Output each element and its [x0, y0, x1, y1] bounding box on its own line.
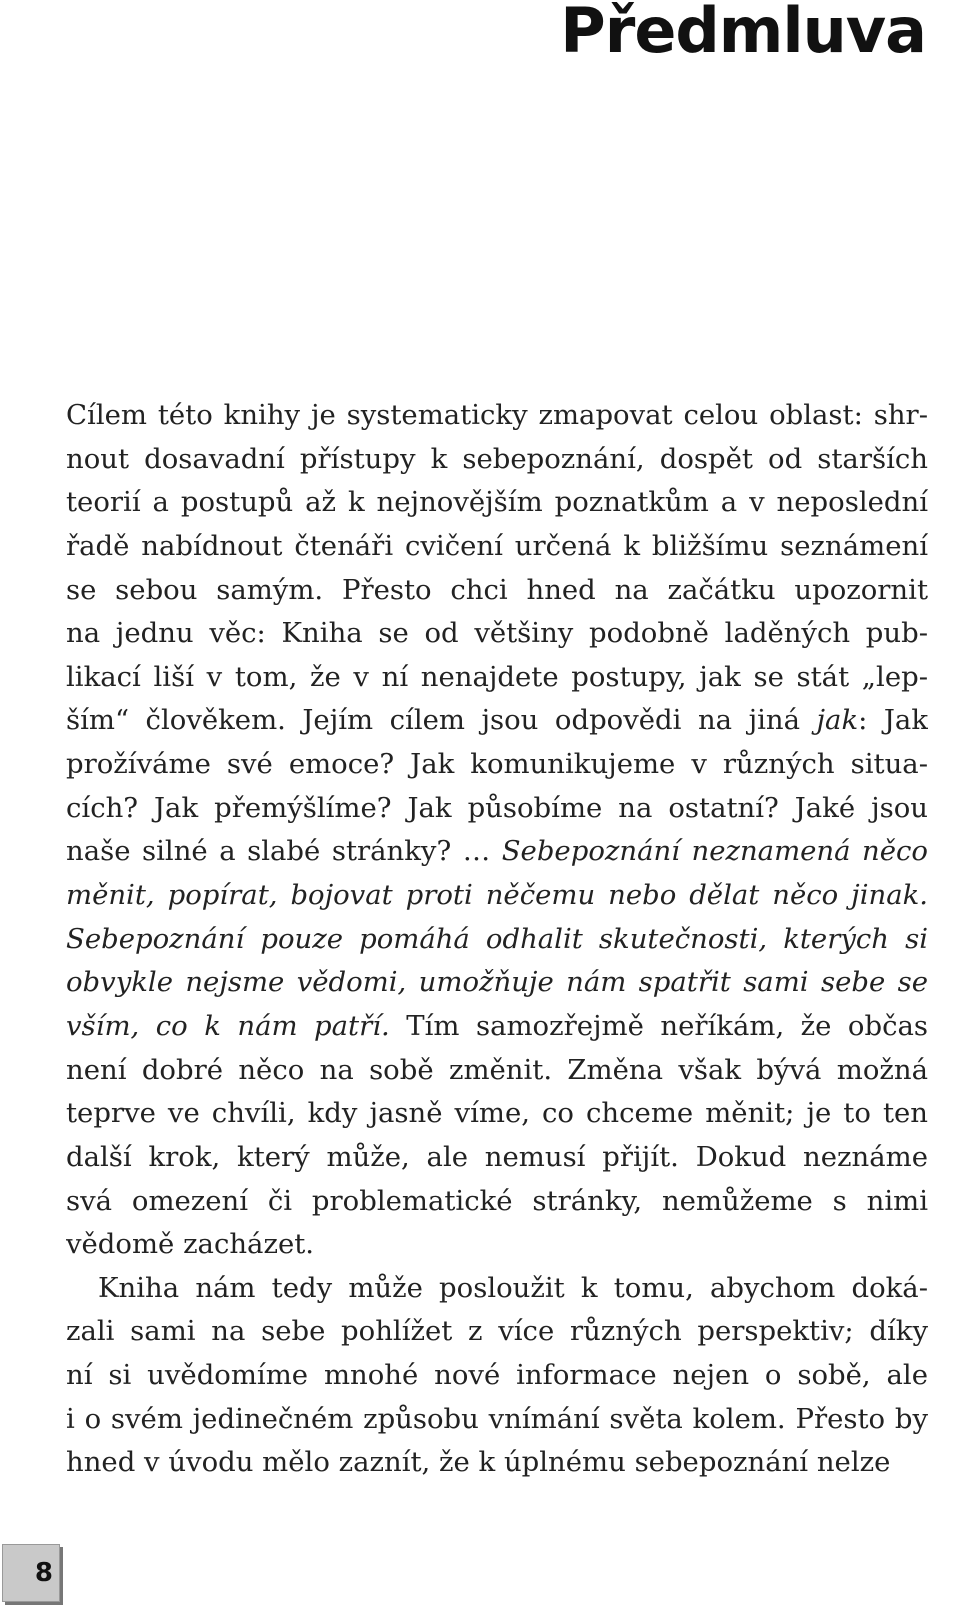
italic-text: měnit, popírat, bojovat proti něčemu nebo dělat něco jinak.: [66, 879, 928, 912]
text-segment: teorií a postupů až k nejnovějším poznatkům a v neposlední: [66, 486, 928, 519]
text-line: [66, 1354, 928, 1398]
text-segment: likací liší v tom, že v ní nenajdete postupy, jak se stát „lep-: [66, 660, 928, 693]
italic-text: jak: [816, 704, 859, 737]
text-segment: není dobré něco na sobě změnit. Změna však bývá možná: [66, 1053, 928, 1086]
text-segment: i o svém jedinečném způsobu vnímání světa kolem. Přesto by: [66, 1402, 928, 1435]
text-line: [66, 569, 928, 613]
chapter-title: Předmluva: [560, 0, 926, 67]
text-line: [66, 1267, 928, 1311]
text-line: [66, 918, 928, 962]
text-line: [66, 612, 928, 656]
text-line: [66, 699, 928, 743]
text-segment: naše silné a slabé stránky? …: [66, 835, 502, 868]
italic-text: obvykle nejsme vědomi, umožňuje nám spatřit sami sebe se: [66, 966, 928, 999]
text-line: [66, 1310, 928, 1354]
text-segment: další krok, který může, ale nemusí přijít. Dokud neznáme: [66, 1140, 928, 1173]
text-segment: prožíváme své emoce? Jak komunikujeme v různých situa-: [66, 748, 928, 781]
text-line: [66, 743, 928, 787]
text-line: [66, 830, 928, 874]
page-number-box: [2, 1544, 60, 1602]
text-line: [66, 1398, 928, 1442]
text-line: [66, 1092, 928, 1136]
text-segment: Kniha nám tedy může posloužit k tomu, abychom doká-: [98, 1271, 928, 1304]
text-segment: nout dosavadní přístupy k sebepoznání, dospět od starších: [66, 442, 928, 475]
italic-text: Sebepoznání pouze pomáhá odhalit skutečnosti, kterých si: [66, 922, 928, 955]
text-segment: Tím samozřejmě neříkám, že občas: [389, 1009, 928, 1042]
text-line: [66, 656, 928, 700]
text-segment: řadě nabídnout čtenáři cvičení určená k bližšímu seznámení: [66, 529, 928, 562]
italic-text: Sebepoznání neznamená něco: [501, 835, 928, 868]
italic-text: vším, co k nám patří.: [66, 1009, 390, 1042]
text-segment: Cílem této knihy je systematicky zmapovat celou oblast: shr-: [66, 399, 928, 431]
text-line: [66, 525, 928, 569]
text-segment: vědomě zacházet.: [66, 1228, 315, 1261]
text-line: [66, 1049, 928, 1093]
text-segment: cích? Jak přemýšlíme? Jak působíme na ostatní? Jaké jsou: [66, 791, 928, 824]
text-line: [66, 1223, 928, 1267]
body-text: [66, 394, 928, 1485]
text-segment: teprve ve chvíli, kdy jasně víme, co chceme měnit; je to ten: [66, 1097, 928, 1130]
text-line: [66, 874, 928, 918]
text-line: [66, 394, 928, 438]
text-segment: se sebou samým. Přesto chci hned na začátku upozornit: [66, 573, 928, 606]
text-segment: ším“ člověkem. Jejím cílem jsou odpovědi na jiná: [66, 704, 817, 737]
text-line: [66, 961, 928, 1005]
text-segment: na jednu věc: Kniha se od většiny podobně laděných pub-: [66, 617, 928, 650]
text-segment: svá omezení či problematické stránky, nemůžeme s nimi: [66, 1184, 928, 1217]
text-line: [66, 1136, 928, 1180]
text-line: [66, 438, 928, 482]
text-line: [66, 1180, 928, 1224]
text-line: [66, 787, 928, 831]
text-segment: hned v úvodu mělo zaznít, že k úplnému sebepoznání nelze: [66, 1446, 891, 1479]
text-segment: : Jak: [858, 704, 928, 737]
text-line: [66, 1005, 928, 1049]
text-line: [66, 481, 928, 525]
text-line: [66, 1441, 928, 1485]
page-number: 8: [34, 1558, 53, 1588]
text-segment: zali sami na sebe pohlížet z více různých perspektiv; díky: [66, 1315, 928, 1348]
text-segment: ní si uvědomíme mnohé nové informace nejen o sobě, ale: [66, 1359, 928, 1392]
